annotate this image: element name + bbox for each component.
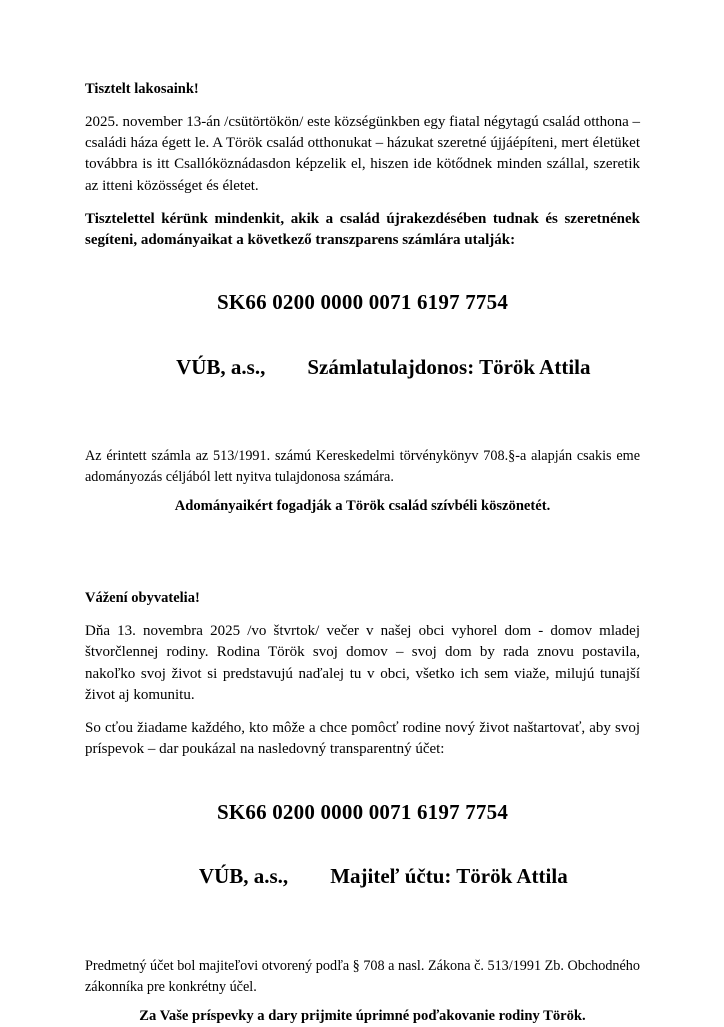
hungarian-account-block	[85, 289, 640, 408]
slovak-heading: Vážení obyvatelia!	[85, 590, 200, 607]
slovak-account-block	[85, 799, 640, 918]
slovak-iban: SK66 0200 0000 0071 6197 7754	[216, 799, 509, 824]
hungarian-legal-paragraph: Az érintett számla az 513/1991. számú Kereskedelmi törvénykönyv 708.§-a alapján csakis eme adományozás céljából lett nyitva tulajdonosa számára.	[85, 448, 640, 485]
slovak-section	[85, 589, 640, 1027]
hungarian-heading: Tisztelt lakosaink!	[85, 81, 199, 97]
slovak-legal-paragraph: Predmetný účet bol majiteľovi otvorený podľa § 708 a nasl. Zákona č. 513/1991 Zb. Obchodného zákonníka pre konkrétny účel.	[85, 957, 640, 995]
slovak-account-holder: Majiteľ účtu: Török Attila	[330, 864, 568, 889]
section-spacer	[85, 517, 640, 589]
hungarian-iban: SK66 0200 0000 0071 6197 7754	[216, 290, 509, 315]
spacer	[85, 918, 640, 956]
hungarian-intro-paragraph: 2025. november 13-án /csütörtökön/ este községünkben egy fiatal négytagú család otthona – családi háza égett le. A Török család otthonukat – házukat szeretné újjáépíteni, mert életüket továbbra is itt Csallóköznádasdon képzelik el, hiszen ide kötődnek minden szállal, szeretik az itteni közösséget és életet.	[85, 113, 640, 194]
hungarian-request-paragraph: Tisztelettel kérünk mindenkit, akik a család újrakezdésében tudnak és szeretnének segíteni, adományaikat a következő transzparens számlára utalják:	[85, 211, 640, 249]
hungarian-section	[85, 80, 640, 517]
hungarian-bank-line	[85, 326, 640, 408]
hungarian-account-holder: Számlatulajdonos: Török Attila	[307, 354, 591, 379]
spacer	[85, 773, 640, 799]
hungarian-bank-name: VÚB, a.s.,	[176, 354, 266, 379]
slovak-bank-name: VÚB, a.s.,	[198, 864, 289, 889]
slovak-bank-line	[85, 836, 640, 918]
slovak-request-paragraph: So cťou žiadame každého, kto môže a chce pomôcť rodine nový život naštartovať, aby svoj príspevok – dar poukázal na nasledovný transparentný účet:	[85, 720, 640, 758]
spacer	[85, 263, 640, 289]
spacer	[85, 408, 640, 446]
slovak-thanks-line: Za Vaše príspevky a dary prijmite úprimné poďakovanie rodiny Török.	[139, 1008, 586, 1025]
slovak-intro-paragraph: Dňa 13. novembra 2025 /vo štvrtok/ večer v našej obci vyhorel dom - domov mladej štvorčlennej rodiny. Rodina Török svoj domov – svoj dom by rada znovu postavila, nakoľko svoj život si predstavujú naďalej tu v obci, všetko ich sem viaže, milujú tunajší život aj komunitu.	[85, 622, 640, 703]
hungarian-thanks-line: Adományaikért fogadják a Török család szívbéli köszönetét.	[174, 498, 551, 515]
